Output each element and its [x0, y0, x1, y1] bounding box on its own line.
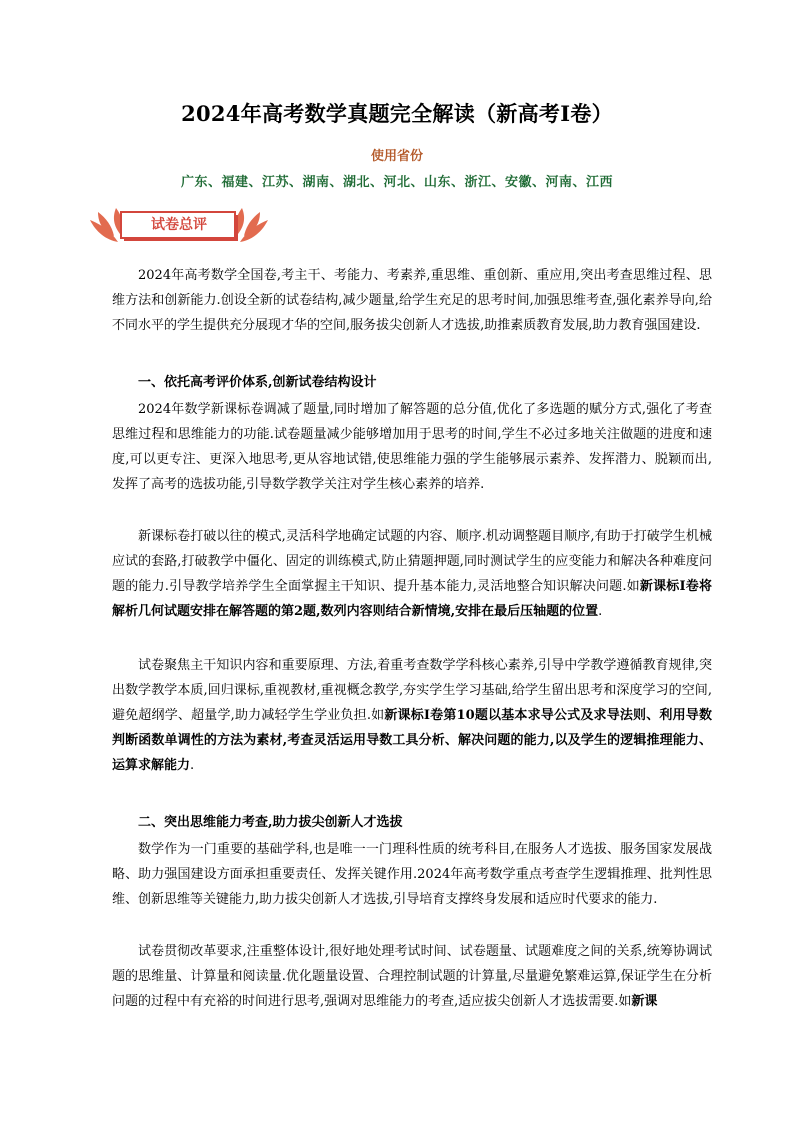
- paragraph-2-end: .: [598, 604, 603, 619]
- intro-paragraph: 2024年高考数学全国卷,考主干、考能力、考素养,重思维、重创新、重应用,突出考查思维过程、思维方法和创新能力.创设全新的试卷结构,减少题量,给学生充足的思考时间,加强思维考查,强化素养导向,给不同水平的学生提供充分展现才华的空间,服务拔尖创新人才选拔,助推素质教育发展,助力教育强国建设.: [112, 268, 712, 333]
- usage-label: 使用省份: [370, 149, 423, 164]
- paragraph-2: [112, 524, 712, 624]
- paragraph-3-end: .: [190, 758, 195, 773]
- paragraph-5-bold: 新课: [631, 994, 658, 1009]
- paragraph-3: [112, 653, 712, 778]
- paragraph-1: 2024年数学新课标卷调减了题量,同时增加了解答题的总分值,优化了多选题的赋分方式,强化了考查思维过程和思维能力的功能.试卷题量减少能够增加用于思考的时间,学生不必过多地关注做题的进度和速度,可以更专注、更深入地思考,更从容地试错,使思维能力强的学生能够展示素养、发挥潜力、脱颖而出,发挥了高考的选拔功能,引导数学教学关注对学生核心素养的培养.: [112, 402, 712, 492]
- paragraph-2-bold: 新课标Ⅰ卷将解析几何试题安排在解答题的第2题,数列内容则结合新情境,安排在最后压轴题的位置: [112, 579, 712, 619]
- province-list: 广东、福建、江苏、湖南、湖北、河北、山东、浙江、安徽、河南、江西: [180, 175, 613, 190]
- section-banner: [84, 206, 274, 246]
- banner-label: 试卷总评: [151, 217, 207, 233]
- document-title: 2024年高考数学真题完全解读（新高考I卷）: [181, 101, 613, 126]
- section-heading-1: 一、依托高考评价体系,创新试卷结构设计: [138, 375, 377, 390]
- paragraph-5-text: 试卷贯彻改革要求,注重整体设计,很好地处理考试时间、试卷题量、试题难度之间的关系,统筹协调试题的思维量、计算量和阅读量.优化题量设置、合理控制试题的计算量,尽量避免繁难运算,保证学生在分析问题的过程中有充裕的时间进行思考,强调对思维能力的考查,适应拔尖创新人才选拔需要.如: [112, 944, 712, 1009]
- paragraph-3-text: 试卷聚焦主干知识内容和重要原理、方法,着重考查数学学科核心素养,引导中学教学遵循教育规律,突出数学教学本质,回归课标,重视教材,重视概念教学,夯实学生学习基础,给学生留出思考和深度学习的空间,避免超纲学、超量学,助力减轻学生学业负担.如: [112, 658, 712, 723]
- paragraph-2-text: 新课标卷打破以往的模式,灵活科学地确定试题的内容、顺序.机动调整题目顺序,有助于打破学生机械应试的套路,打破教学中僵化、固定的训练模式,防止猜题押题,同时测试学生的应变能力和解决各种难度问题的能力.引导教学培养学生全面掌握主干知识、提升基本能力,灵活地整合知识解决问题.如: [112, 529, 712, 594]
- paragraph-3-bold: 新课标Ⅰ卷第10题以基本求导公式及求导法则、利用导数判断函数单调性的方法为素材,考查灵活运用导数工具分析、解决问题的能力,以及学生的逻辑推理能力、运算求解能力: [112, 708, 712, 773]
- paragraph-5: [112, 939, 712, 1014]
- section-heading-2: 二、突出思维能力考查,助力拔尖创新人才选拔: [138, 815, 403, 830]
- paragraph-4: 数学作为一门重要的基础学科,也是唯一一门理科性质的统考科目,在服务人才选拔、服务国家发展战略、助力强国建设方面承担重要责任、发挥关键作用.2024年高考数学重点考查学生逻辑推理、批判性思维、创新思维等关键能力,助力拔尖创新人才选拔,引导培育支撑终身发展和适应时代要求的能力.: [112, 842, 712, 907]
